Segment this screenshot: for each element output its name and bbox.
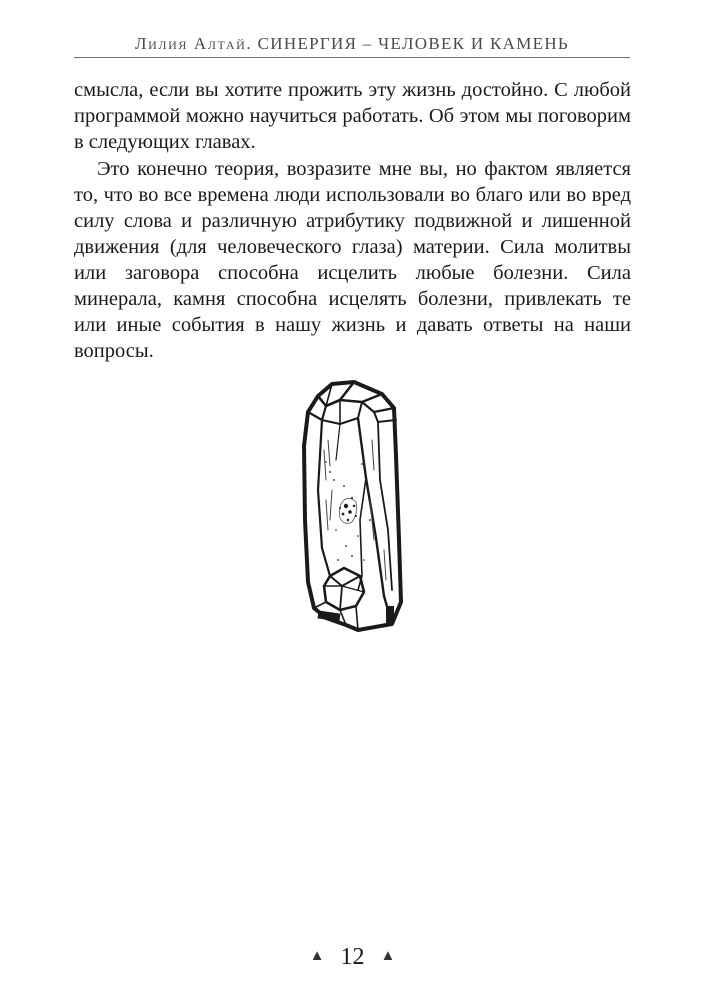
paragraph-continued: смысла, если вы хотите прожить эту жизнь достойно. С любой программой можно научиться работать. Об этом мы поговорим в следующих главах. bbox=[74, 79, 631, 153]
fleuron-left-icon: ▲ bbox=[309, 948, 325, 965]
header-rule bbox=[74, 57, 630, 58]
running-head-author: Лилия Алтай. bbox=[135, 34, 253, 53]
crystal-illustration bbox=[300, 380, 404, 634]
running-head bbox=[74, 34, 630, 54]
fleuron-right-icon: ▲ bbox=[380, 948, 396, 965]
body-text bbox=[74, 77, 631, 364]
page-number: 12 bbox=[340, 944, 365, 970]
crystal-icon bbox=[300, 380, 404, 634]
paragraph: Это конечно теория, возразите мне вы, но фактом является то, что во все времена люди использовали во благо или во вред силу слова и различную атрибутику подвижной и лишенной движения (для человеческого глаза) материи. Сила молитвы или заговора способна исцелить любые болезни. Сила минерала, камня способна исцелять болезни, привлекать те или иные события в нашу жизнь и давать ответы на наши вопросы. bbox=[74, 158, 631, 362]
running-head-title: СИНЕРГИЯ – ЧЕЛОВЕК И КАМЕНЬ bbox=[257, 34, 569, 53]
page-folio bbox=[0, 942, 705, 973]
